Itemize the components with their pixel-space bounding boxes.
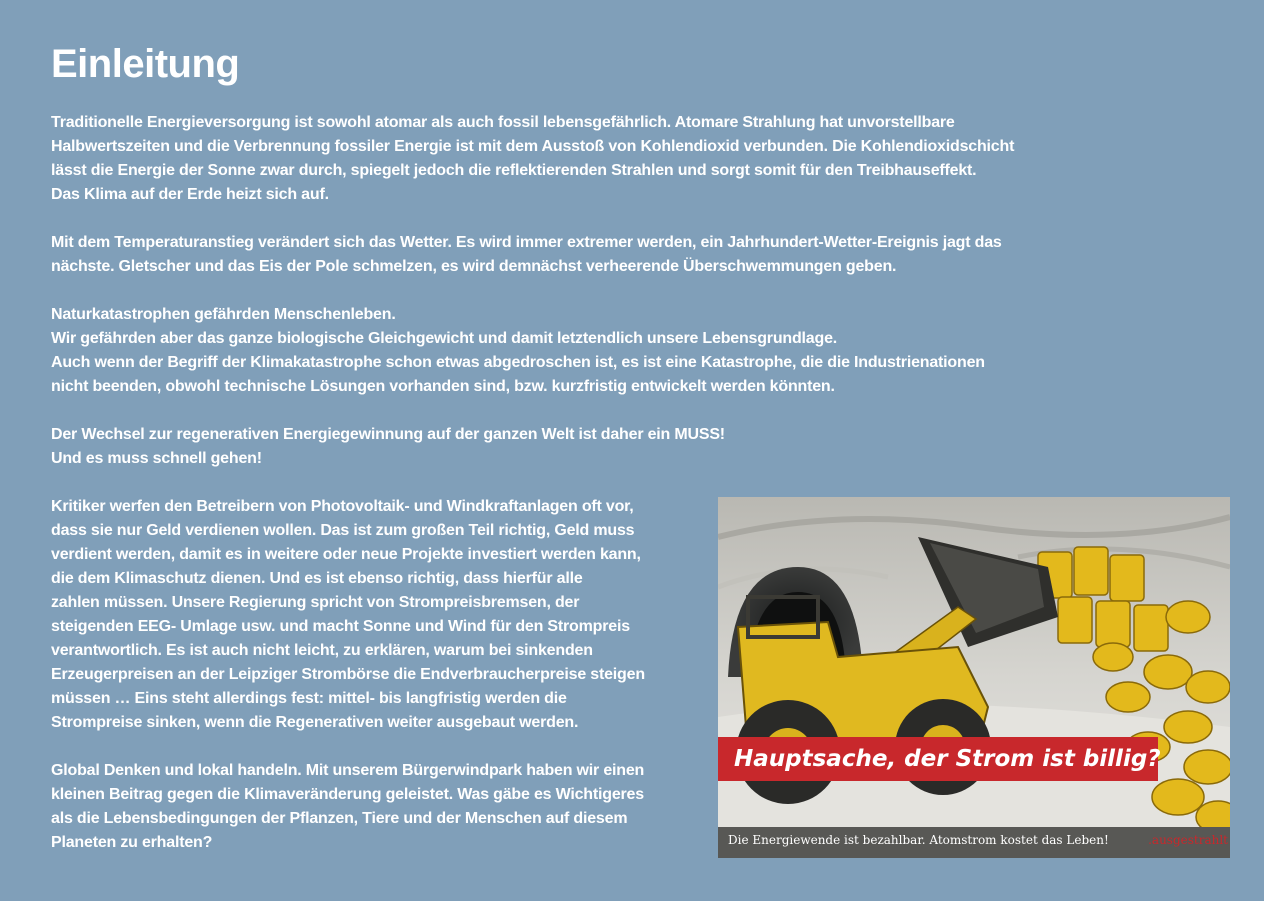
text-line: Traditionelle Energieversorgung ist sowohl atomar als auch fossil lebensgefährlich. Atomare Strahlung hat unvorstellbare <box>51 114 955 131</box>
paragraph-catastrophe <box>51 303 985 399</box>
text-line: Wir gefährden aber das ganze biologische Gleichgewicht und damit letztendlich unsere Lebensgrundlage. <box>51 330 838 347</box>
paragraph-critics <box>51 495 645 735</box>
paragraph-intro <box>51 111 1014 207</box>
paragraph-global <box>51 759 644 855</box>
poster-caption: Die Energiewende ist bezahlbar. Atomstrom kostet das Leben! <box>728 833 1109 847</box>
text-line: Planeten zu erhalten? <box>51 834 213 851</box>
text-line: als die Lebensbedingungen der Pflanzen, Tiere und der Menschen auf diesem <box>51 810 628 827</box>
text-line: Mit dem Temperaturanstieg verändert sich das Wetter. Es wird immer extremer werden, ein Jahrhundert-Wetter-Ereignis jagt das <box>51 234 1002 251</box>
poster-illustration <box>718 497 1230 858</box>
text-line: Auch wenn der Begriff der Klimakatastrophe schon etwas abgedroschen ist, es ist eine Katastrophe, die die Industrienationen <box>51 354 985 371</box>
text-line: Und es muss schnell gehen! <box>51 450 262 467</box>
text-line: Halbwertszeiten und die Verbrennung fossiler Energie ist mit dem Ausstoß von Kohlendioxid verbunden. Die Kohlendioxidschicht <box>51 138 1015 155</box>
poster-headline: Hauptsache, der Strom ist billig? <box>718 737 1158 781</box>
text-line: zahlen müssen. Unsere Regierung spricht von Strompreisbremsen, der <box>51 594 580 611</box>
text-line: Das Klima auf der Erde heizt sich auf. <box>51 186 329 203</box>
poster-image <box>718 497 1230 858</box>
text-line: nächste. Gletscher und das Eis der Pole schmelzen, es wird demnächst verheerende Überschwemmungen geben. <box>51 258 897 275</box>
text-line: Der Wechsel zur regenerativen Energiegewinnung auf der ganzen Welt ist daher ein MUSS! <box>51 426 725 443</box>
text-line: steigenden EEG- Umlage usw. und macht Sonne und Wind für den Strompreis <box>51 618 630 635</box>
text-line: Strompreise sinken, wenn die Regenerativen weiter ausgebaut werden. <box>51 714 579 731</box>
paragraph-weather <box>51 231 1002 279</box>
text-line: verantwortlich. Es ist auch nicht leicht, zu erklären, warum bei sinkenden <box>51 642 593 659</box>
page-title: Einleitung <box>51 42 240 86</box>
text-line: lässt die Energie der Sonne zwar durch, spiegelt jedoch die reflektierenden Strahlen und sorgt somit für den Treibhauseffekt. <box>51 162 977 179</box>
text-line: Kritiker werfen den Betreibern von Photovoltaik- und Windkraftanlagen oft vor, <box>51 498 634 515</box>
text-line: verdient werden, damit es in weitere oder neue Projekte investiert werden kann, <box>51 546 641 563</box>
text-line: nicht beenden, obwohl technische Lösungen vorhanden sind, bzw. kurzfristig entwickelt werden könnten. <box>51 378 835 395</box>
text-line: Erzeugerpreisen an der Leipziger Strombörse die Endverbraucherpreise steigen <box>51 666 645 683</box>
paragraph-change <box>51 423 725 471</box>
text-line: Naturkatastrophen gefährden Menschenleben. <box>51 306 396 323</box>
text-line: kleinen Beitrag gegen die Klimaveränderung geleistet. Was gäbe es Wichtigeres <box>51 786 644 803</box>
text-line: die dem Klimaschutz dienen. Und es ist ebenso richtig, dass hierfür alle <box>51 570 583 587</box>
text-line: dass sie nur Geld verdienen wollen. Das ist zum großen Teil richtig, Geld muss <box>51 522 635 539</box>
poster-brand: .ausgestrahlt <box>1148 833 1228 847</box>
text-line: Global Denken und lokal handeln. Mit unserem Bürgerwindpark haben wir einen <box>51 762 645 779</box>
text-line: müssen … Eins steht allerdings fest: mittel- bis langfristig werden die <box>51 690 567 707</box>
